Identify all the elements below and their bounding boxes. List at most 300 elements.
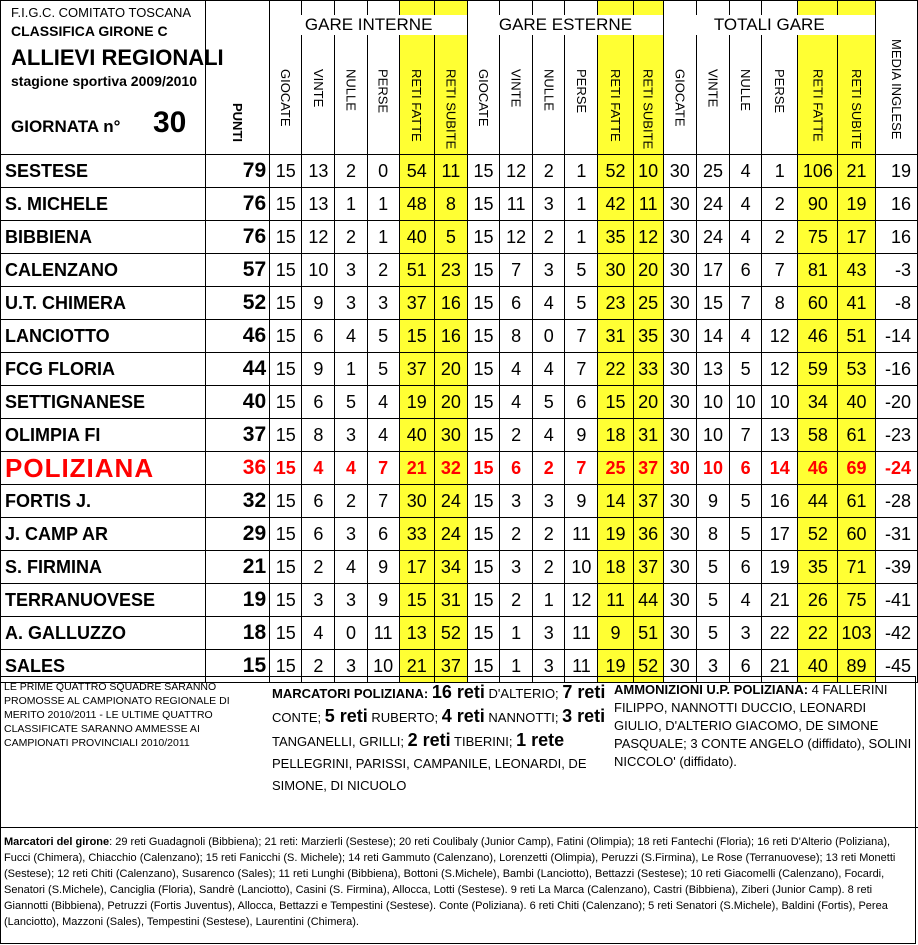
team-media: 16 <box>875 221 917 254</box>
stat-cell: 25 <box>696 155 729 188</box>
stat-cell: 40 <box>399 419 434 452</box>
stat-cell: 40 <box>798 650 838 683</box>
stat-cell: 30 <box>598 254 633 287</box>
stat-cell: 61 <box>838 419 875 452</box>
stat-cell: 4 <box>533 419 565 452</box>
stat-cell: 15 <box>598 386 633 419</box>
stat-cell: 60 <box>838 518 875 551</box>
stat-cell: 7 <box>367 452 399 485</box>
stat-cell: 30 <box>663 518 696 551</box>
stat-cell: 20 <box>434 386 467 419</box>
team-name: SESTESE <box>1 155 206 188</box>
stat-cell: 52 <box>633 650 663 683</box>
col-header-label: GIOCATE <box>672 69 688 127</box>
stat-cell: 22 <box>798 617 838 650</box>
stat-cell: 12 <box>500 221 533 254</box>
stat-cell: 17 <box>762 518 798 551</box>
stat-cell: 15 <box>696 287 729 320</box>
stat-cell: 15 <box>467 419 499 452</box>
stat-cell: 15 <box>467 221 499 254</box>
stat-cell: 3 <box>533 254 565 287</box>
stat-cell: 20 <box>434 353 467 386</box>
col-header-label: RETI FATTE <box>810 69 826 142</box>
stat-cell: 6 <box>730 650 762 683</box>
stat-cell: 7 <box>730 419 762 452</box>
stat-cell: 23 <box>434 254 467 287</box>
team-points: 29 <box>205 518 269 551</box>
stat-cell: 7 <box>730 287 762 320</box>
stat-cell: 75 <box>798 221 838 254</box>
team-media: -16 <box>875 353 917 386</box>
stat-cell: 3 <box>335 518 367 551</box>
stat-cell: 16 <box>434 287 467 320</box>
stat-cell: 12 <box>633 221 663 254</box>
stat-cell: 15 <box>270 287 302 320</box>
stat-cell: 4 <box>335 452 367 485</box>
stat-cell: 71 <box>838 551 875 584</box>
stat-cell: 17 <box>696 254 729 287</box>
stat-cell: 10 <box>696 452 729 485</box>
stat-cell: 3 <box>302 584 335 617</box>
table-row <box>1 650 918 683</box>
stat-cell: 25 <box>598 452 633 485</box>
scorer-count: 7 reti <box>562 682 606 702</box>
stat-cell: 48 <box>399 188 434 221</box>
stat-cell: 40 <box>399 221 434 254</box>
team-name: TERRANUOVESE <box>1 584 206 617</box>
stat-cell: 22 <box>762 617 798 650</box>
stat-cell: 8 <box>696 518 729 551</box>
stat-cell: 1 <box>335 188 367 221</box>
col-header-label: RETI SUBITE <box>849 69 865 150</box>
stat-cell: 4 <box>730 221 762 254</box>
stat-cell: 40 <box>838 386 875 419</box>
scorer-names: PELLEGRINI, PARISSI, CAMPANILE, LEONARDI, DE SIMONE, DI NICUOLO <box>272 756 587 793</box>
stat-cell: 19 <box>762 551 798 584</box>
stat-cell: 11 <box>500 188 533 221</box>
stat-cell: 5 <box>367 320 399 353</box>
stat-cell: 3 <box>500 485 533 518</box>
table-row <box>1 353 918 386</box>
stat-cell: 31 <box>633 419 663 452</box>
group-header-away: GARE ESTERNE <box>468 15 663 35</box>
stat-cell: 30 <box>663 320 696 353</box>
stat-cell: 4 <box>730 320 762 353</box>
table-row <box>1 419 918 452</box>
team-points: 32 <box>205 485 269 518</box>
stat-cell: 3 <box>533 188 565 221</box>
stat-cell: 3 <box>696 650 729 683</box>
stat-cell: 32 <box>434 452 467 485</box>
stat-cell: 41 <box>838 287 875 320</box>
stat-cell: 4 <box>730 155 762 188</box>
stat-cell: 1 <box>500 617 533 650</box>
team-points: 37 <box>205 419 269 452</box>
col-header-label: PERSE <box>375 69 391 114</box>
stat-cell: 3 <box>367 287 399 320</box>
stat-cell: 15 <box>467 254 499 287</box>
poliziana-cautions <box>614 681 914 771</box>
stat-cell: 46 <box>798 320 838 353</box>
stat-cell: 0 <box>367 155 399 188</box>
poliziana-scorers-title: MARCATORI POLIZIANA: <box>272 686 429 701</box>
stat-cell: 90 <box>798 188 838 221</box>
team-media: 16 <box>875 188 917 221</box>
stat-cell: 7 <box>500 254 533 287</box>
stat-cell: 12 <box>762 353 798 386</box>
promotion-note: LE PRIME QUATTRO SQUADRE SARANNO PROMOSSE AL CAMPIONATO REGIONALE DI MERITO 2010/2011 - LE ULTIME QUATTRO CLASSIFICATE SARANNO AMMESSE AI CAMPIONATI PROVINCIALI 2010/2011 <box>4 681 230 749</box>
team-name: BIBBIENA <box>1 221 206 254</box>
table-row <box>1 518 918 551</box>
col-header-label: RETI SUBITE <box>443 69 459 150</box>
poliziana-scorers <box>272 681 607 797</box>
stat-cell: 11 <box>565 617 598 650</box>
team-name: S. FIRMINA <box>1 551 206 584</box>
stat-cell: 15 <box>270 221 302 254</box>
team-name: OLIMPIA FI <box>1 419 206 452</box>
team-media: -23 <box>875 419 917 452</box>
stat-cell: 103 <box>838 617 875 650</box>
stat-cell: 10 <box>302 254 335 287</box>
notes-divider <box>0 827 918 828</box>
stat-cell: 3 <box>533 650 565 683</box>
stat-cell: 2 <box>762 221 798 254</box>
stat-cell: 8 <box>434 188 467 221</box>
stat-cell: 30 <box>399 485 434 518</box>
scorer-names: D'ALTERIO; <box>488 686 559 701</box>
stat-cell: 0 <box>335 617 367 650</box>
col-header-label: RETI SUBITE <box>640 69 656 150</box>
team-name: LANCIOTTO <box>1 320 206 353</box>
stat-cell: 5 <box>565 287 598 320</box>
stat-cell: 21 <box>838 155 875 188</box>
table-row <box>1 485 918 518</box>
team-name: J. CAMP AR <box>1 518 206 551</box>
team-media: -8 <box>875 287 917 320</box>
stat-cell: 19 <box>598 518 633 551</box>
stat-cell: 1 <box>762 155 798 188</box>
stat-cell: 2 <box>500 518 533 551</box>
team-points: 15 <box>205 650 269 683</box>
stat-cell: 15 <box>270 419 302 452</box>
stat-cell: 11 <box>598 584 633 617</box>
stat-cell: 35 <box>598 221 633 254</box>
header-block <box>1 1 224 155</box>
stat-cell: 13 <box>302 155 335 188</box>
stat-cell: 15 <box>270 155 302 188</box>
stat-cell: 9 <box>302 287 335 320</box>
media-header-label: MEDIA INGLESE <box>888 39 904 140</box>
stat-cell: 10 <box>565 551 598 584</box>
stat-cell: 25 <box>633 287 663 320</box>
team-points: 46 <box>205 320 269 353</box>
league-scorers-title: Marcatori del girone <box>4 836 110 848</box>
stat-cell: 22 <box>598 353 633 386</box>
round-label: GIORNATA n° <box>11 117 121 136</box>
stat-cell: 30 <box>663 353 696 386</box>
stat-cell: 15 <box>467 617 499 650</box>
stat-cell: 30 <box>663 155 696 188</box>
stat-cell: 7 <box>565 320 598 353</box>
stat-cell: 52 <box>798 518 838 551</box>
scorer-count: 5 reti <box>324 706 368 726</box>
stat-cell: 10 <box>696 386 729 419</box>
team-points: 18 <box>205 617 269 650</box>
stat-cell: 12 <box>565 584 598 617</box>
stat-cell: 4 <box>367 386 399 419</box>
stat-cell: 4 <box>500 353 533 386</box>
stat-cell: 15 <box>270 254 302 287</box>
col-header-label: VINTE <box>310 69 326 108</box>
stat-cell: 4 <box>730 188 762 221</box>
team-name: SETTIGNANESE <box>1 386 206 419</box>
team-points: 19 <box>205 584 269 617</box>
stat-cell: 14 <box>598 485 633 518</box>
stat-cell: 2 <box>500 419 533 452</box>
group-header-tot: TOTALI GARE <box>664 15 875 35</box>
stat-cell: 13 <box>399 617 434 650</box>
stat-cell: 6 <box>730 551 762 584</box>
stat-cell: 15 <box>270 518 302 551</box>
stat-cell: 19 <box>598 650 633 683</box>
stat-cell: 15 <box>467 518 499 551</box>
stat-cell: 9 <box>598 617 633 650</box>
team-media: -14 <box>875 320 917 353</box>
stat-cell: 15 <box>270 188 302 221</box>
punti-header-label: PUNTI <box>230 103 246 142</box>
stat-cell: 2 <box>533 155 565 188</box>
stat-cell: 69 <box>838 452 875 485</box>
girone-title: CLASSIFICA GIRONE C <box>11 23 168 39</box>
team-name: CALENZANO <box>1 254 206 287</box>
scorer-names: NANNOTTI; <box>488 710 559 725</box>
stat-cell: 46 <box>798 452 838 485</box>
stat-cell: 1 <box>367 188 399 221</box>
stat-cell: 10 <box>730 386 762 419</box>
team-points: 36 <box>205 452 269 485</box>
stat-cell: 10 <box>367 650 399 683</box>
stat-cell: 15 <box>467 320 499 353</box>
stat-cell: 5 <box>730 353 762 386</box>
col-header-label: PERSE <box>573 69 589 114</box>
col-header-label: GIOCATE <box>476 69 492 127</box>
team-points: 40 <box>205 386 269 419</box>
stat-cell: 106 <box>798 155 838 188</box>
stat-cell: 4 <box>335 320 367 353</box>
stat-cell: 9 <box>565 419 598 452</box>
stat-cell: 15 <box>467 584 499 617</box>
stat-cell: 5 <box>565 254 598 287</box>
stat-cell: 8 <box>500 320 533 353</box>
round-number: 30 <box>153 106 187 139</box>
stat-cell: 3 <box>335 254 367 287</box>
stat-cell: 37 <box>399 353 434 386</box>
stat-cell: 15 <box>467 287 499 320</box>
table-row <box>1 254 918 287</box>
stat-cell: 24 <box>434 485 467 518</box>
stat-cell: 3 <box>335 650 367 683</box>
team-points: 52 <box>205 287 269 320</box>
stat-cell: 2 <box>533 551 565 584</box>
stat-cell: 5 <box>696 617 729 650</box>
stat-cell: 1 <box>565 221 598 254</box>
stat-cell: 2 <box>533 518 565 551</box>
stat-cell: 58 <box>798 419 838 452</box>
stat-cell: 44 <box>798 485 838 518</box>
stat-cell: 30 <box>663 485 696 518</box>
stat-cell: 9 <box>696 485 729 518</box>
stat-cell: 4 <box>335 551 367 584</box>
stat-cell: 2 <box>302 551 335 584</box>
stat-cell: 12 <box>762 320 798 353</box>
stat-cell: 15 <box>270 551 302 584</box>
scorer-count: 16 reti <box>431 682 485 702</box>
stat-cell: 11 <box>633 188 663 221</box>
table-row <box>1 452 918 485</box>
stat-cell: 24 <box>434 518 467 551</box>
scorer-count: 3 reti <box>562 706 606 726</box>
stat-cell: 5 <box>696 584 729 617</box>
stat-cell: 8 <box>762 287 798 320</box>
stat-cell: 3 <box>335 584 367 617</box>
table-row <box>1 617 918 650</box>
team-media: -3 <box>875 254 917 287</box>
col-header-label: RETI FATTE <box>608 69 624 142</box>
stat-cell: 54 <box>399 155 434 188</box>
stat-cell: 15 <box>467 650 499 683</box>
stat-cell: 4 <box>302 452 335 485</box>
stat-cell: 33 <box>633 353 663 386</box>
stat-cell: 1 <box>565 188 598 221</box>
col-header-label: NULLE <box>343 69 359 111</box>
stat-cell: 30 <box>434 419 467 452</box>
team-points: 21 <box>205 551 269 584</box>
league-scorers-text: : 29 reti Guadagnoli (Bibbiena); 21 reti: Marzierli (Sestese); 20 reti Coulibaly (Junior Camp), Fatini (Olimpia); 18 reti Fantechi (Floria); 16 reti D'Alterio (Poliziana), Fucci (Chimera), Chiacchio (Calenzano); 15 reti Fanicchi (S. Michele); 14 reti Gammuto (Calenzano), Lorenzetti (Olimpia), Peruzzi (S.Firmina), Le Rose (Terranuovese); 13 reti Monetti (Sestese); 12 reti Chiti (Calenzano), Susarenco (Sales); 11 reti Lunghi (Bibbiena), Bottoni (S.Michele), Bambi (Lanciotto), Bettazzi (Sestese); 10 reti Giacomelli (Calenzano), Focardi, Senatori (S.Michele), Canciglia (Floria), Sandrè (Lanciotto), Casini (S. Firmina), Allocca, Lotti (Sestese). 9 reti La Marca (Calenzano), Castri (Bibbiena), Ziberi (Junior Camp). 8 reti Giannotti (Bibbiena), Petruzzi (Fortis Juventus), Allocca, Bettazzi e Tempestini (Sestese). Conte (Poliziana). 6 reti Chiti (Calenzano); 5 reti Senatori (S.Michele), Baldini (Fortis), Perea (Lanciotto), Mazzoni (Sales), Tempestini (Sestese), Laurentini (Chimera). <box>4 836 896 928</box>
stat-cell: 53 <box>838 353 875 386</box>
stat-cell: 4 <box>367 419 399 452</box>
stat-cell: 30 <box>663 419 696 452</box>
team-media: -41 <box>875 584 917 617</box>
stat-cell: 17 <box>399 551 434 584</box>
stat-cell: 1 <box>335 353 367 386</box>
team-media: -24 <box>875 452 917 485</box>
stat-cell: 14 <box>762 452 798 485</box>
stat-cell: 52 <box>434 617 467 650</box>
stat-cell: 51 <box>633 617 663 650</box>
stat-cell: 1 <box>500 650 533 683</box>
stat-cell: 2 <box>335 221 367 254</box>
team-media: -28 <box>875 485 917 518</box>
team-media: -42 <box>875 617 917 650</box>
stat-cell: 0 <box>533 320 565 353</box>
stat-cell: 19 <box>838 188 875 221</box>
table-row <box>1 287 918 320</box>
table-row <box>1 551 918 584</box>
stat-cell: 5 <box>533 386 565 419</box>
stat-cell: 17 <box>838 221 875 254</box>
media-header <box>875 1 917 155</box>
team-media: 19 <box>875 155 917 188</box>
stat-cell: 15 <box>399 584 434 617</box>
stat-cell: 11 <box>367 617 399 650</box>
stat-cell: 15 <box>467 386 499 419</box>
stat-cell: 15 <box>467 485 499 518</box>
stat-cell: 30 <box>663 221 696 254</box>
stat-cell: 15 <box>399 320 434 353</box>
stat-cell: 42 <box>598 188 633 221</box>
team-name: S. MICHELE <box>1 188 206 221</box>
stat-cell: 9 <box>367 551 399 584</box>
stat-cell: 2 <box>335 155 367 188</box>
stat-cell: 11 <box>565 518 598 551</box>
stat-cell: 20 <box>633 254 663 287</box>
team-name: FORTIS J. <box>1 485 206 518</box>
stat-cell: 30 <box>663 386 696 419</box>
team-media: -45 <box>875 650 917 683</box>
stat-cell: 20 <box>633 386 663 419</box>
stat-cell: 15 <box>467 188 499 221</box>
col-header-label: RETI FATTE <box>409 69 425 142</box>
team-name: U.T. CHIMERA <box>1 287 206 320</box>
team-points: 57 <box>205 254 269 287</box>
stat-cell: 33 <box>399 518 434 551</box>
col-header-label: VINTE <box>705 69 721 108</box>
stat-cell: 15 <box>270 353 302 386</box>
stat-cell: 60 <box>798 287 838 320</box>
stat-cell: 12 <box>500 155 533 188</box>
stat-cell: 6 <box>500 452 533 485</box>
stat-cell: 24 <box>696 221 729 254</box>
stat-cell: 4 <box>302 617 335 650</box>
stat-cell: 2 <box>533 221 565 254</box>
stat-cell: 4 <box>730 584 762 617</box>
stat-cell: 37 <box>633 485 663 518</box>
stat-cell: 30 <box>663 452 696 485</box>
stat-cell: 31 <box>598 320 633 353</box>
stat-cell: 51 <box>399 254 434 287</box>
stat-cell: 30 <box>663 650 696 683</box>
stat-cell: 10 <box>696 419 729 452</box>
stat-cell: 37 <box>633 551 663 584</box>
stat-cell: 1 <box>533 584 565 617</box>
stat-cell: 2 <box>762 188 798 221</box>
team-media: -39 <box>875 551 917 584</box>
stat-cell: 34 <box>434 551 467 584</box>
stat-cell: 81 <box>798 254 838 287</box>
scorer-names: TIBERINI; <box>454 734 513 749</box>
stat-cell: 35 <box>633 320 663 353</box>
stat-cell: 18 <box>598 551 633 584</box>
table-row <box>1 320 918 353</box>
stat-cell: 30 <box>663 617 696 650</box>
table-row <box>1 155 918 188</box>
stat-cell: 15 <box>270 320 302 353</box>
stat-cell: 3 <box>500 551 533 584</box>
stat-cell: 2 <box>335 485 367 518</box>
stat-cell: 52 <box>598 155 633 188</box>
stat-cell: 2 <box>367 254 399 287</box>
stat-cell: 13 <box>762 419 798 452</box>
stat-cell: 18 <box>598 419 633 452</box>
category-title: ALLIEVI REGIONALI <box>11 45 224 70</box>
stat-cell: 11 <box>565 650 598 683</box>
stat-cell: 4 <box>533 353 565 386</box>
stat-cell: 3 <box>335 287 367 320</box>
team-points: 79 <box>205 155 269 188</box>
stat-cell: 35 <box>798 551 838 584</box>
stat-cell: 7 <box>367 485 399 518</box>
scorer-count: 2 reti <box>407 730 451 750</box>
